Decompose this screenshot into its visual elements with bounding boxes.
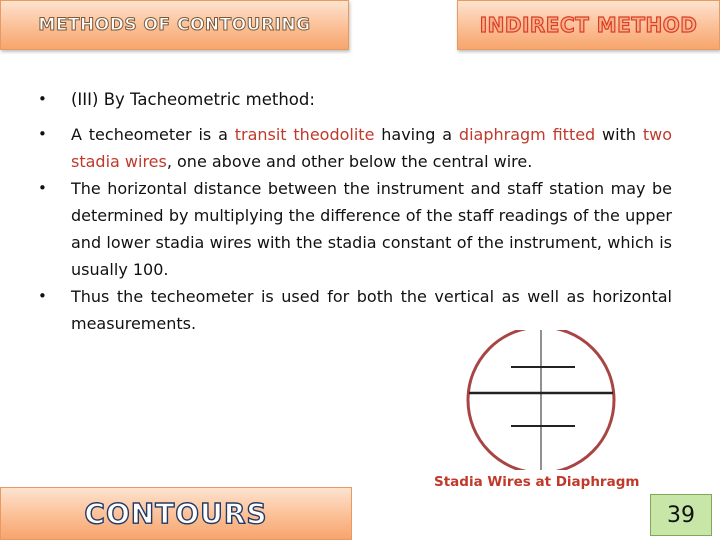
bullet-1-highlight-transit-theodolite: transit theodolite [234,125,375,144]
bullet-1-part-5: with [595,125,643,144]
bullet-item-3 [38,283,672,337]
bullet-dot: • [38,287,47,305]
footer-banner [0,487,352,540]
header-left-banner [0,0,349,50]
bullet-item-2 [38,175,672,283]
bullet-1-highlight-diaphragm: diaphragm fitted [458,125,596,144]
page-number-badge: 39 [650,494,712,536]
header-left-title: METHODS OF CONTOURING [38,15,311,35]
stadia-diaphragm-diagram [463,330,619,470]
bullet-1-part-7: , one above and other below the central wire. [166,152,533,171]
bullet-dot: • [38,179,47,197]
header-right-banner [457,0,720,50]
bullet-dot: • [38,125,47,143]
slide-content [38,86,672,337]
bullet-1-part-3: having a [374,125,459,144]
bullet-text-2: The horizontal distance between the instrument and staff station may be determined by multiplying the difference of the staff readings of the upper and lower stadia wires with the stadia constant of the instrument, which is usually 100. [71,179,672,279]
bullet-item-1 [38,121,672,175]
bullet-1-part-1: A techeometer is a [71,125,235,144]
bullet-1-highlight-stadia-wires: two stadia wires [71,125,673,171]
heading-bullet [38,86,672,113]
bullet-text-3: Thus the techeometer is used for both the vertical as well as horizontal measurements. [71,287,672,333]
diagram-caption: Stadia Wires at Diaphragm [434,474,640,490]
header-right-title: INDIRECT METHOD [479,13,698,37]
heading-bullet-text: (III) By Tacheometric method: [71,90,315,109]
bullet-text-1 [71,125,672,171]
footer-label: CONTOURS [84,497,268,530]
bullet-dot: • [38,90,47,108]
